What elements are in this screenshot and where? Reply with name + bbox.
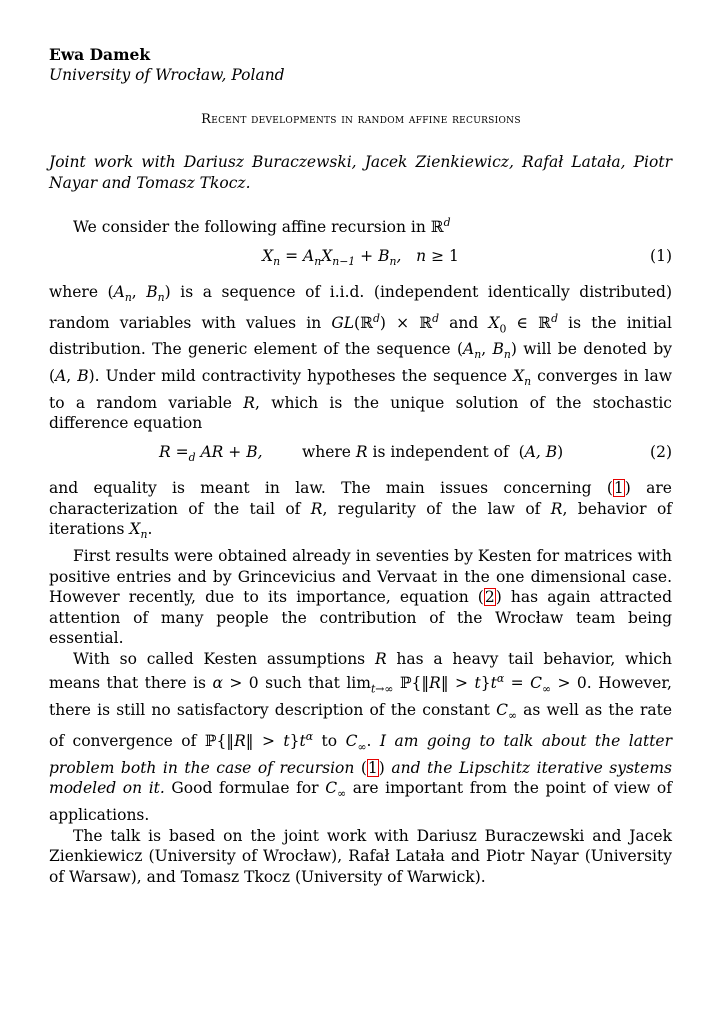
paragraph-2: where ($A_n$, $B_n$) is a sequence of i.i.d. (independent identically distributed) random variables with values in GL(ℝ$^d$) × ℝ$^d$ and $X_0$ ∈ ℝ$^d$ is the initial distribution. The generic element of the sequence ($A_n$, $B_n$) will be denoted by (A, B). Under mild contractivity hypotheses the sequence $X_n$ converges in law to a random variable R, which is the unique solution of the stochastic difference equation xyxy=(49,282,673,433)
paper-title: Recent developments in random affine recursions xyxy=(201,112,521,127)
paragraph-6: The talk is based on the joint work with Dariusz Buraczewski and Jacek Zienkiewicz (University of Wrocław), Rafał Latała and Piotr Nayar (University of Warsaw), and Tomasz Tkocz (University of Warwick). xyxy=(49,826,672,886)
author-affiliation: University of Wrocław, Poland xyxy=(49,66,285,84)
equation-2 xyxy=(49,442,672,472)
equation-2-number: (2) xyxy=(650,443,672,462)
intro-text: We consider the following affine recursion in ℝ xyxy=(73,218,444,237)
paragraph-3: and equality is meant in law. The main issues concerning (1) are characterization of the tail of R, regularity of the law of R, behavior of iterations $X_n$. xyxy=(49,479,673,542)
para3-text: First results were obtained already in seventies by Kesten for matrices with positive entries and by Grincevicius and Vervaat in the one dimensional case. However recently, due to its importance, equation xyxy=(49,546,672,607)
equation-1-math: $X_n = A_nX_{n-1} + B_n$, n ≥ 1 xyxy=(262,246,459,269)
equation-1-number: (1) xyxy=(650,246,672,265)
author-name: Ewa Damek xyxy=(49,45,151,64)
para3-tail: has again attracted attention of many people the contribution of the Wrocław team being essential. xyxy=(49,588,673,648)
eq-ref-2-link[interactable]: 2 xyxy=(484,588,495,607)
paragraph-4: First results were obtained already in seventies by Kesten for matrices with positive entries and by Grincevicius and Vervaat in the one dimensional case. However recently, due to its importance, equation (2) has again attracted attention of many people the contribution of the Wrocław team being essential. xyxy=(49,546,673,648)
eq-ref-1b-link[interactable]: 1 xyxy=(367,758,378,777)
abstract-body xyxy=(49,152,672,888)
joint-work-line: Joint work with Dariusz Buraczewski, Jacek Zienkiewicz, Rafał Latała, Piotr Nayar and Tomasz Tkocz. xyxy=(49,153,672,192)
equation-1 xyxy=(49,246,672,276)
paragraph-5: With so called Kesten assumptions R has a heavy tail behavior, which means that there is α > 0 such that $\lim_{t\to\infty}$ ℙ{‖R‖ > $t\}t^\alpha = C_\infty > 0$. However, there is still no satisfactory description of the constant $C_\infty$ as well as the rate of convergence of ℙ{‖R‖ > $t\}t^\alpha$ to $C_\infty$. I am going to talk about the latter problem both in the case of recursion (1) and the Lipschitz iterative systems modeled on it. Good formulae for $C_\infty$ are important from the point of view of applications. xyxy=(49,649,673,825)
intro-exponent: d xyxy=(443,216,451,230)
equation-2-math: $R =_d$ AR + B, where R is independent of (A, B) xyxy=(159,443,564,465)
intro-paragraph xyxy=(49,213,672,238)
eq-ref-1-link[interactable]: 1 xyxy=(613,479,624,498)
